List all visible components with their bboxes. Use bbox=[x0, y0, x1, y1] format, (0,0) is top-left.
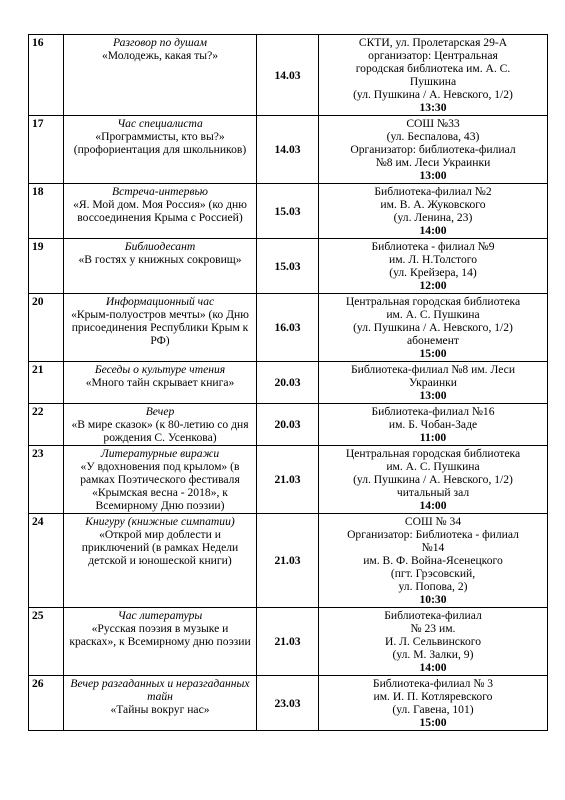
place-line: (ул. Пушкина / А. Невского, 1/2) bbox=[353, 88, 513, 101]
place-line: Библиотека-филиал №16 bbox=[371, 405, 495, 418]
place-line: им. В. Ф. Война-Ясенецкого bbox=[363, 554, 503, 567]
event-type: Разговор по душам bbox=[113, 36, 207, 49]
place-line: им. Л. Н.Толстого bbox=[388, 253, 478, 266]
place-line: (ул. М. Залки, 9) bbox=[392, 648, 474, 661]
place-line: (пгт. Грэсовский, bbox=[390, 567, 476, 580]
event-date: 14.03 bbox=[257, 116, 319, 184]
event-title: «У вдохновения под крылом» (в рамках Поэтического фестиваля «Крымская весна - 2018», к Всемирному Дню поэзии) bbox=[80, 460, 240, 512]
event-title: «Тайны вокруг нас» bbox=[110, 703, 210, 716]
event-time: 14:00 bbox=[419, 661, 447, 674]
event-place-cell bbox=[319, 294, 548, 362]
row-number: 21 bbox=[29, 362, 64, 404]
event-time: 13:00 bbox=[419, 169, 447, 182]
event-title: «Много тайн скрывает книга» bbox=[85, 376, 235, 389]
place-line: им. И. П. Котляревского bbox=[373, 690, 493, 703]
place-line: абонемент bbox=[407, 334, 459, 347]
event-place-cell bbox=[319, 514, 548, 608]
event-date: 20.03 bbox=[257, 404, 319, 446]
table-row bbox=[29, 35, 548, 116]
table-row bbox=[29, 676, 548, 731]
event-title: «Программисты, кто вы?» (профориентация для школьников) bbox=[73, 130, 247, 156]
place-line: им. Б. Чобан-Заде bbox=[388, 418, 478, 431]
table-row bbox=[29, 446, 548, 514]
events-table-body bbox=[29, 35, 548, 731]
event-cell bbox=[64, 239, 257, 294]
place-line: Центральная городская библиотека bbox=[345, 295, 521, 308]
row-number: 25 bbox=[29, 608, 64, 676]
event-date: 23.03 bbox=[257, 676, 319, 731]
event-date: 21.03 bbox=[257, 608, 319, 676]
event-type: Литературные виражи bbox=[100, 447, 220, 460]
place-line: ул. Попова, 2) bbox=[398, 580, 468, 593]
event-type: Встреча-интервью bbox=[112, 185, 208, 198]
place-line: Центральная городская библиотека bbox=[345, 447, 521, 460]
event-cell bbox=[64, 514, 257, 608]
table-row bbox=[29, 239, 548, 294]
event-title: «В мире сказок» (к 80-летию со дня рождения С. Усенкова) bbox=[71, 418, 249, 444]
event-time: 15:00 bbox=[419, 716, 447, 729]
event-place-cell bbox=[319, 446, 548, 514]
place-line: им. А. С. Пушкина bbox=[386, 460, 480, 473]
row-number: 18 bbox=[29, 184, 64, 239]
row-number: 19 bbox=[29, 239, 64, 294]
event-place-cell bbox=[319, 362, 548, 404]
event-cell bbox=[64, 676, 257, 731]
event-time: 11:00 bbox=[419, 431, 447, 444]
event-date: 15.03 bbox=[257, 239, 319, 294]
event-place-cell bbox=[319, 116, 548, 184]
event-date: 20.03 bbox=[257, 362, 319, 404]
events-table bbox=[28, 34, 548, 731]
row-number: 26 bbox=[29, 676, 64, 731]
event-place-cell bbox=[319, 184, 548, 239]
event-place-cell bbox=[319, 676, 548, 731]
place-line: СОШ №33 bbox=[406, 117, 460, 130]
event-type: Информационный час bbox=[105, 295, 215, 308]
event-time: 13:00 bbox=[419, 389, 447, 402]
place-line: им. А. С. Пушкина bbox=[386, 308, 480, 321]
event-cell bbox=[64, 184, 257, 239]
event-time: 14:00 bbox=[419, 499, 447, 512]
event-cell bbox=[64, 362, 257, 404]
event-place-cell bbox=[319, 608, 548, 676]
table-row bbox=[29, 362, 548, 404]
event-title: «Я. Мой дом. Моя Россия» (ко дню воссоединения Крыма с Россией) bbox=[73, 198, 247, 224]
event-title: «Открой мир доблести и приключений (в рамках Недели детской и юношеской книги) bbox=[81, 528, 239, 567]
event-title: «Русская поэзия в музыке и красках», к Всемирному дню поэзии bbox=[69, 622, 251, 648]
event-time: 10:30 bbox=[419, 593, 447, 606]
table-row bbox=[29, 608, 548, 676]
row-number: 17 bbox=[29, 116, 64, 184]
row-number: 16 bbox=[29, 35, 64, 116]
place-line: (ул. Гавена, 101) bbox=[392, 703, 474, 716]
place-line: Библиотека-филиал №2 bbox=[374, 185, 492, 198]
event-cell bbox=[64, 608, 257, 676]
event-type: Час специалиста bbox=[117, 117, 203, 130]
place-line: №14 bbox=[421, 541, 445, 554]
place-line: (ул. Беспалова, 43) bbox=[386, 130, 480, 143]
place-line: Организатор: библиотека-филиал bbox=[350, 143, 516, 156]
place-line: СОШ № 34 bbox=[404, 515, 462, 528]
event-date: 21.03 bbox=[257, 446, 319, 514]
event-cell bbox=[64, 446, 257, 514]
event-type: Книгуру (книжные симпатии) bbox=[85, 515, 235, 528]
table-row bbox=[29, 184, 548, 239]
table-row bbox=[29, 514, 548, 608]
place-line: (ул. Пушкина / А. Невского, 1/2) bbox=[353, 473, 513, 486]
event-title: «Крым-полуостров мечты» (ко Дню присоединения Республики Крым к РФ) bbox=[71, 308, 249, 347]
event-date: 14.03 bbox=[257, 35, 319, 116]
place-line: (ул. Ленина, 23) bbox=[393, 211, 473, 224]
event-time: 15:00 bbox=[419, 347, 447, 360]
row-number: 24 bbox=[29, 514, 64, 608]
event-time: 13:30 bbox=[419, 101, 447, 114]
place-line: Пушкина bbox=[409, 75, 457, 88]
event-cell bbox=[64, 294, 257, 362]
place-line: СКТИ, ул. Пролетарская 29-А bbox=[358, 36, 508, 49]
event-place-cell bbox=[319, 404, 548, 446]
event-cell bbox=[64, 35, 257, 116]
place-line: №8 им. Леси Украинки bbox=[375, 156, 491, 169]
row-number: 20 bbox=[29, 294, 64, 362]
place-line: Украинки bbox=[408, 376, 457, 389]
event-place-cell bbox=[319, 239, 548, 294]
event-type: Вечер bbox=[145, 405, 175, 418]
event-date: 21.03 bbox=[257, 514, 319, 608]
event-type: Беседы о культуре чтения bbox=[94, 363, 226, 376]
place-line: Библиотека-филиал № 3 bbox=[372, 677, 494, 690]
place-line: организатор: Центральная bbox=[368, 49, 498, 62]
event-title: «В гостях у книжных сокровищ» bbox=[78, 253, 242, 266]
row-number: 22 bbox=[29, 404, 64, 446]
event-time: 14:00 bbox=[419, 224, 447, 237]
place-line: Библиотека - филиал №9 bbox=[371, 240, 495, 253]
place-line: № 23 им. bbox=[410, 622, 456, 635]
place-line: (ул. Крейзера, 14) bbox=[389, 266, 477, 279]
event-cell bbox=[64, 404, 257, 446]
event-date: 15.03 bbox=[257, 184, 319, 239]
place-line: Библиотека-филиал bbox=[384, 609, 482, 622]
event-title: «Молодежь, какая ты?» bbox=[101, 49, 219, 62]
place-line: читальный зал bbox=[396, 486, 470, 499]
table-row bbox=[29, 294, 548, 362]
place-line: Библиотека-филиал №8 им. Леси bbox=[350, 363, 516, 376]
event-date: 16.03 bbox=[257, 294, 319, 362]
place-line: городская библиотека им. А. С. bbox=[355, 62, 511, 75]
table-row bbox=[29, 404, 548, 446]
place-line: И. Л. Сельвинского bbox=[384, 635, 482, 648]
event-time: 12:00 bbox=[419, 279, 447, 292]
event-type: Час литературы bbox=[117, 609, 203, 622]
place-line: им. В. А. Жуковского bbox=[380, 198, 486, 211]
place-line: Организатор: Библиотека - филиал bbox=[347, 528, 519, 541]
row-number: 23 bbox=[29, 446, 64, 514]
event-type: Вечер разгаданных и неразгаданных тайн bbox=[70, 677, 250, 703]
event-place-cell bbox=[319, 35, 548, 116]
place-line: (ул. Пушкина / А. Невского, 1/2) bbox=[353, 321, 513, 334]
event-cell bbox=[64, 116, 257, 184]
event-type: Библиодесант bbox=[124, 240, 196, 253]
table-row bbox=[29, 116, 548, 184]
